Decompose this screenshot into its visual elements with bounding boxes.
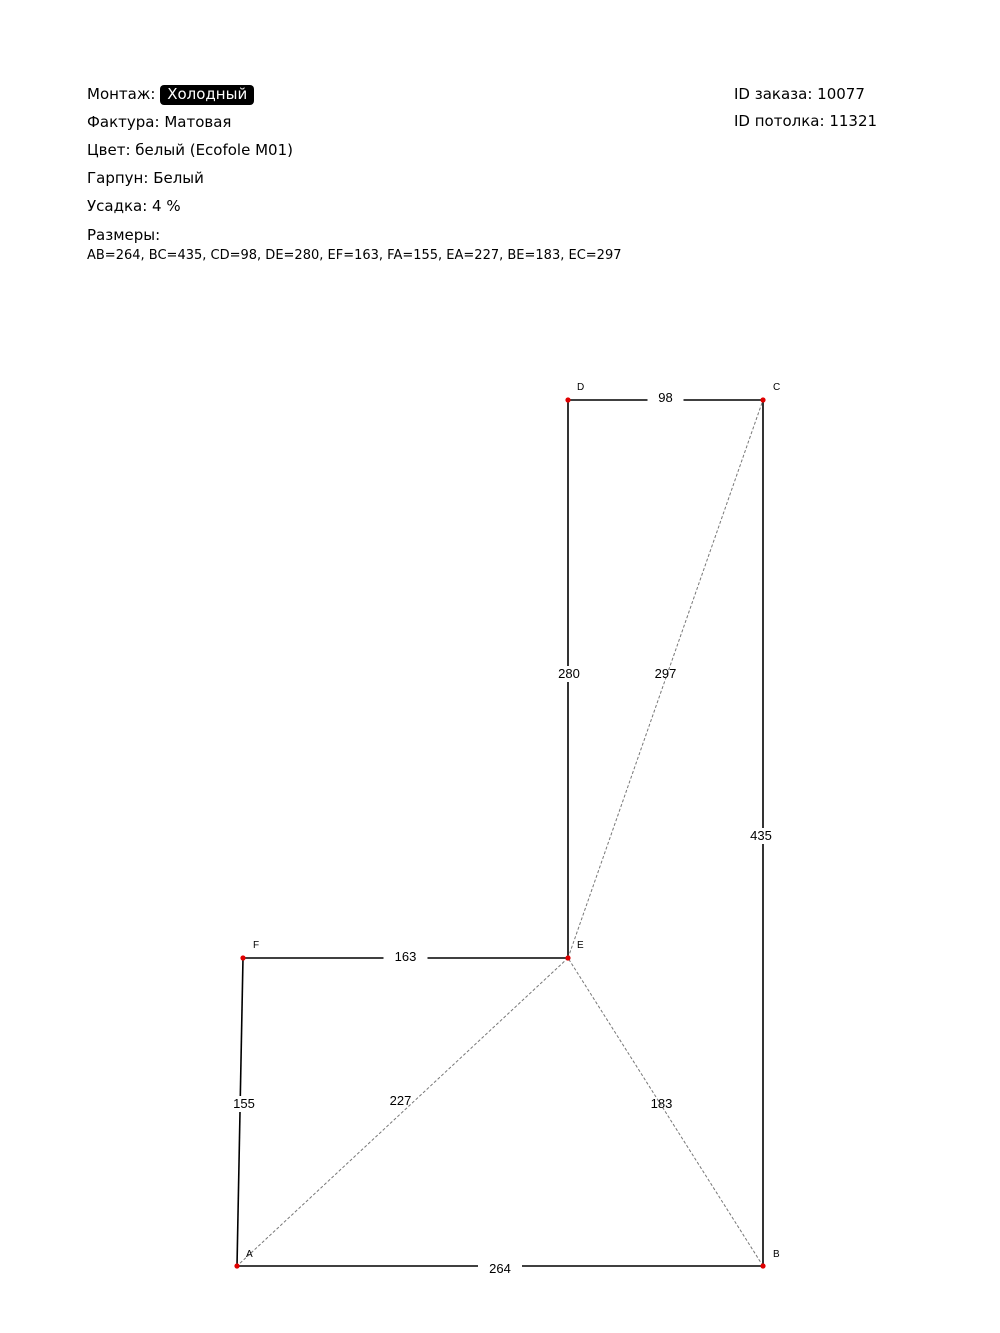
harpoon-label: Гарпун: [87, 169, 149, 187]
vertex-label-d: D [577, 382, 585, 393]
shrink-label: Усадка: [87, 197, 148, 215]
edge-label-fa: 155 [233, 1096, 255, 1111]
vertex-e [565, 955, 570, 960]
edge-be-diagonal [568, 958, 763, 1266]
vertex-c [760, 397, 765, 402]
vertex-f [240, 955, 245, 960]
edge-label-ef: 163 [394, 949, 417, 964]
texture-value: Матовая [164, 113, 232, 131]
edge-label-ab: 264 [489, 1261, 511, 1276]
vertex-label-b: B [773, 1249, 780, 1260]
edge-label-de: 280 [558, 666, 580, 681]
vertex-b [760, 1263, 765, 1268]
sizes-label: Размеры: [87, 226, 161, 244]
mount-badge: Холодный [160, 85, 254, 105]
vertex-label-c: C [773, 382, 781, 393]
edge-label-ec: 297 [654, 666, 677, 681]
vertex-label-f: F [253, 940, 260, 951]
shrink-value: 4 % [152, 197, 181, 215]
edge-label-cd: 98 [658, 390, 673, 405]
color-value: белый (Ecofole M01) [135, 141, 293, 159]
order-id-label: ID заказа: [734, 85, 813, 103]
color-label: Цвет: [87, 141, 131, 159]
ceiling-id-value: 11321 [829, 112, 878, 130]
order-id-value: 10077 [817, 85, 865, 103]
texture-label: Фактура: [87, 113, 160, 131]
vertex-label-a: A [246, 1249, 253, 1260]
harpoon-value: Белый [153, 169, 204, 187]
vertex-d [565, 397, 570, 402]
ceiling-id-label: ID потолка: [734, 112, 825, 130]
edge-ea-diagonal [237, 958, 568, 1266]
sizes-value: AB=264, BC=435, CD=98, DE=280, EF=163, FA=155, EA=227, BE=183, EC=297 [87, 248, 622, 263]
edge-label-bc: 435 [750, 828, 772, 843]
mount-label: Монтаж: [87, 85, 156, 103]
vertex-label-e: E [577, 940, 584, 951]
edge-label-be: 183 [650, 1096, 673, 1111]
vertex-a [234, 1263, 239, 1268]
edge-label-ea: 227 [389, 1093, 412, 1108]
